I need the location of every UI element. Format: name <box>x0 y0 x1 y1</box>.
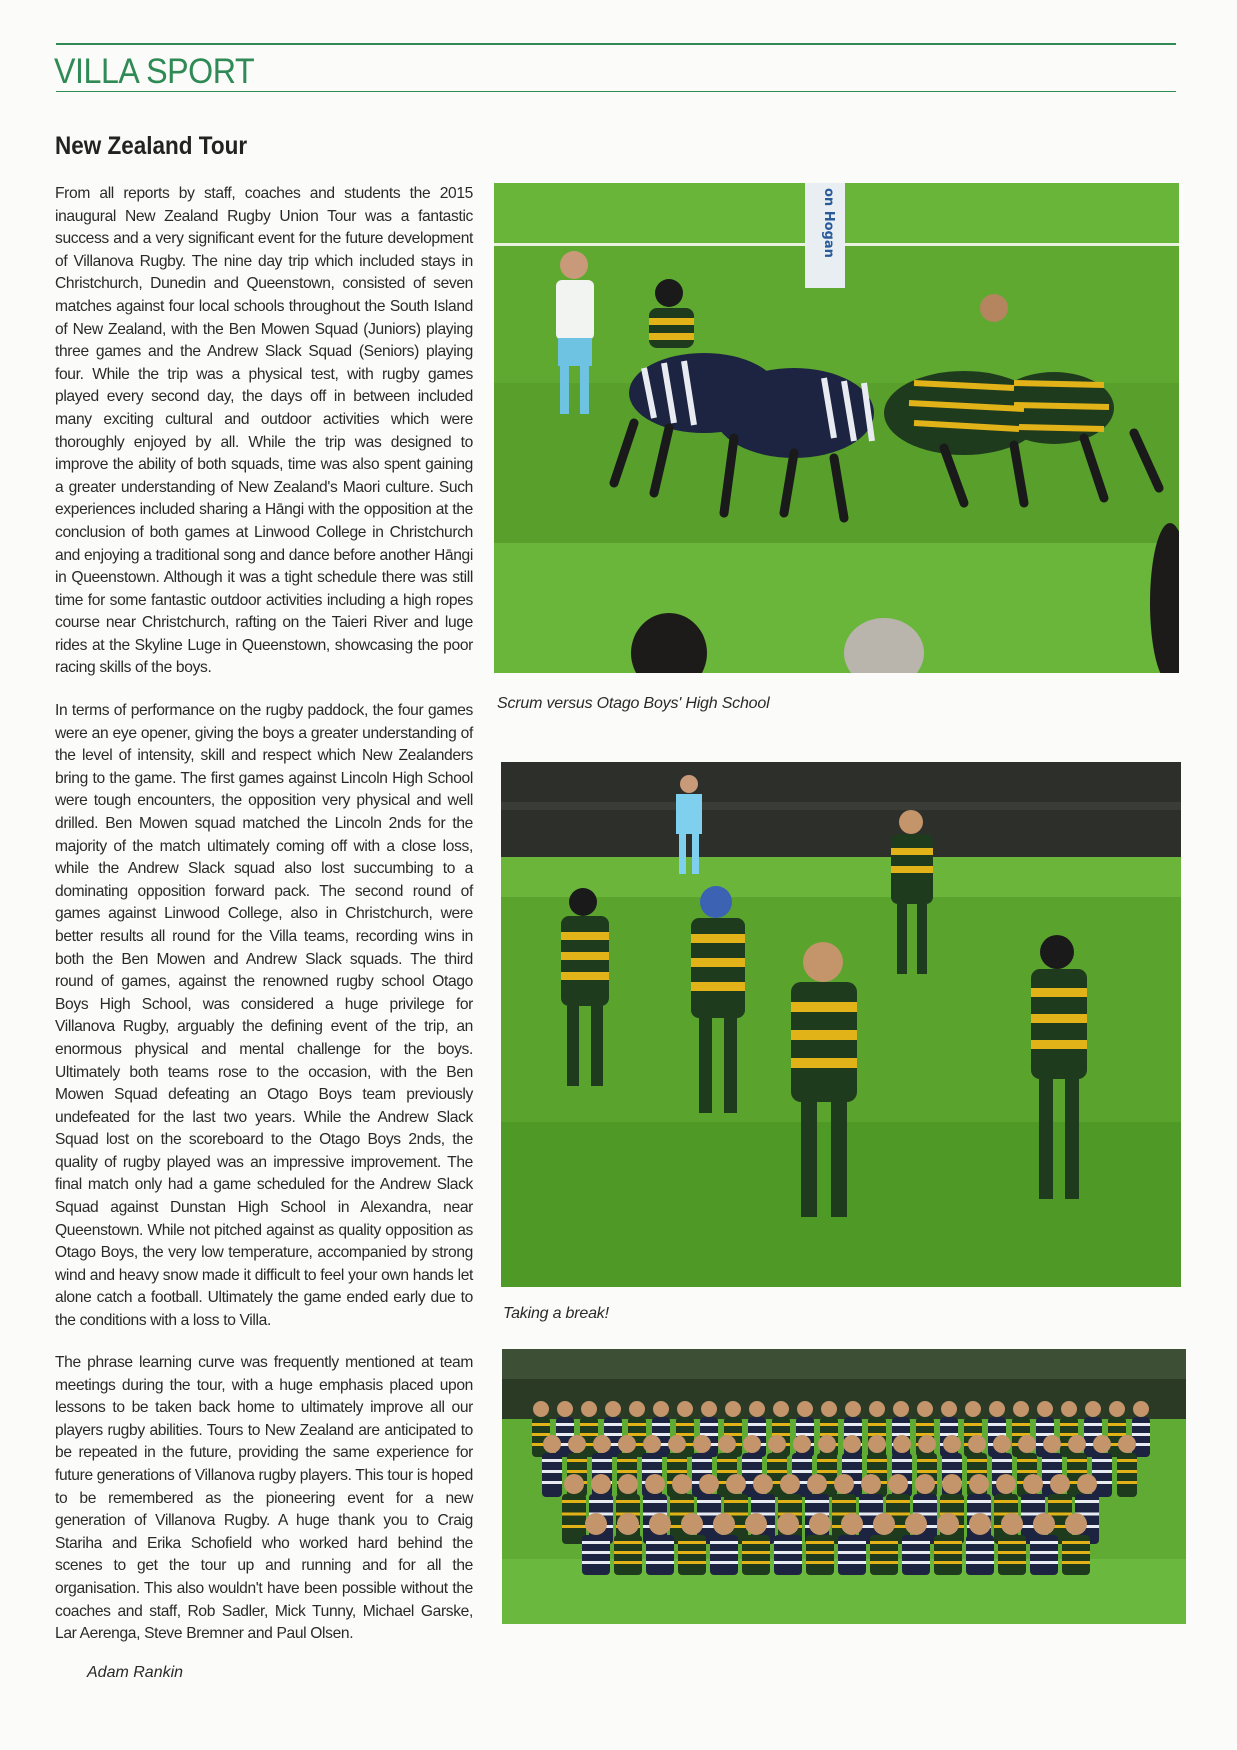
article-title: New Zealand Tour <box>55 132 248 160</box>
post-pad-text: on Hogan <box>821 188 836 258</box>
group-player <box>774 1513 802 1575</box>
group-player <box>562 1474 586 1544</box>
group-player <box>998 1513 1026 1575</box>
article-paragraph-3: The phrase learning curve was frequently mentioned at team meetings during the tour, with a huge emphasis placed upon lessons to be taken back home to ultimately improve all our players rugby abilities. Tours to New Zealand are anticipated to be repeated in the future, providing the same experience for future generations of Villanova rugby players. This tour is hoped to be remembered as the pioneering event for a new generation of Villanova Rugby. A huge thank you to Craig Stariha and Erika Schofield who worked hard behind the scenes to get the tour up and running and for all the organisation. This also wouldn't have been possible without the coaches and staff, Rob Sadler, Mick Tunny, Michael Garske, Lar Aerenga, Steve Bremner and Paul Olsen. <box>55 1354 473 1643</box>
group-player <box>1030 1513 1058 1575</box>
group-player <box>542 1435 562 1497</box>
article-author: Adam Rankin <box>87 1664 184 1681</box>
group-player <box>614 1513 642 1575</box>
group-player <box>646 1513 674 1575</box>
group-player <box>870 1513 898 1575</box>
photo-scrum <box>494 183 1179 673</box>
photo-team-group <box>502 1349 1186 1624</box>
group-player <box>806 1513 834 1575</box>
group-player <box>678 1513 706 1575</box>
photo-caption-scrum: Scrum versus Otago Boys' High School <box>497 695 770 712</box>
group-player <box>1062 1513 1090 1575</box>
section-title: VILLA SPORT <box>54 52 255 91</box>
group-player <box>1117 1435 1137 1497</box>
group-player <box>886 1474 910 1544</box>
header-top-rule <box>56 43 1176 45</box>
header-bottom-rule <box>56 91 1176 92</box>
group-player <box>1048 1474 1072 1544</box>
group-player <box>966 1513 994 1575</box>
group-player <box>934 1513 962 1575</box>
photo-taking-a-break <box>501 762 1181 1287</box>
group-player <box>710 1513 738 1575</box>
group-player <box>697 1474 721 1544</box>
scrum-image <box>494 183 1179 673</box>
article-paragraph-2: In terms of performance on the rugby paddock, the four games were an eye opener, giving the boys a greater understanding of the level of intensity, skill and respect which New Zealanders bring to the game. The first games against Lincoln High School were tough encounters, the opposition very physical and well drilled. Ben Mowen squad matched the Lincoln 2nds for the majority of the match ultimately coming off with a close loss, while the Andrew Slack squad also lost succumbing to a dominating opposition forward pack. The second round of games against Linwood College, also in Christchurch, were better results all round for the Villa teams, recording wins in both the Ben Mowen and Andrew Slack squads. The third round of games, against the renowned rugby school Otago Boys High School, was considered a huge privilege for Villanova Rugby, arguably the defining event of the trip, an enormous physical and mental challenge for the boys. Ultimately both teams rose to the occasion, with the Ben Mowen Squad defeating an Otago Boys team previously undefeated for the last two years. While the Andrew Slack Squad lost on the scoreboard to the Otago Boys 2nds, the quality of rugby played was an impressive improvement. The final match only had a game scheduled for the Andrew Slack Squad against Dunstan High School in Alexandra, near Queenstown. While not pitched against as quality opposition as Otago Boys, the very low temperature, accompanied by strong wind and heavy snow made it difficult to feel your own hands let alone catch a football. Ultimately the game ended early due to the conditions with a loss to Villa. <box>55 702 473 1330</box>
players-resting-image <box>501 762 1181 1287</box>
group-player <box>582 1513 610 1575</box>
group-player <box>742 1513 770 1575</box>
group-player <box>902 1513 930 1575</box>
group-player <box>838 1513 866 1575</box>
team-group-image <box>502 1349 1186 1624</box>
article-paragraph-1: From all reports by staff, coaches and students the 2015 inaugural New Zealand Rugby Union Tour was a fantastic success and a very significant event for the future development of Villanova Rugby. The nine day trip which included stays in Christchurch, Dunedin and Queenstown, consisted of seven matches against four local schools throughout the South Island of New Zealand, with the Ben Mowen Squad (Juniors) playing three games and the Andrew Slack Squad (Seniors) playing four. While the trip was a physical test, with rugby games played every second day, the days off in between included many exciting cultural and outdoor activities which were thoroughly enjoyed by all. While the trip was designed to improve the ability of both squads, time was also spent gaining a greater understanding of New Zealand's Maori culture. Such experiences included sharing a Hāngi with the opposition at the conclusion of both games at Linwood College in Christchurch and enjoying a traditional song and dance before another Hāngi in Queenstown. Although it was a tight schedule there was still time for some fantastic outdoor activities including a high ropes course near Christchurch, rafting on the Taieri River and luge rides at the Skyline Luge in Queenstown, showcasing the poor racing skills of the boys. <box>55 185 473 677</box>
photo-caption-break: Taking a break! <box>503 1305 609 1322</box>
